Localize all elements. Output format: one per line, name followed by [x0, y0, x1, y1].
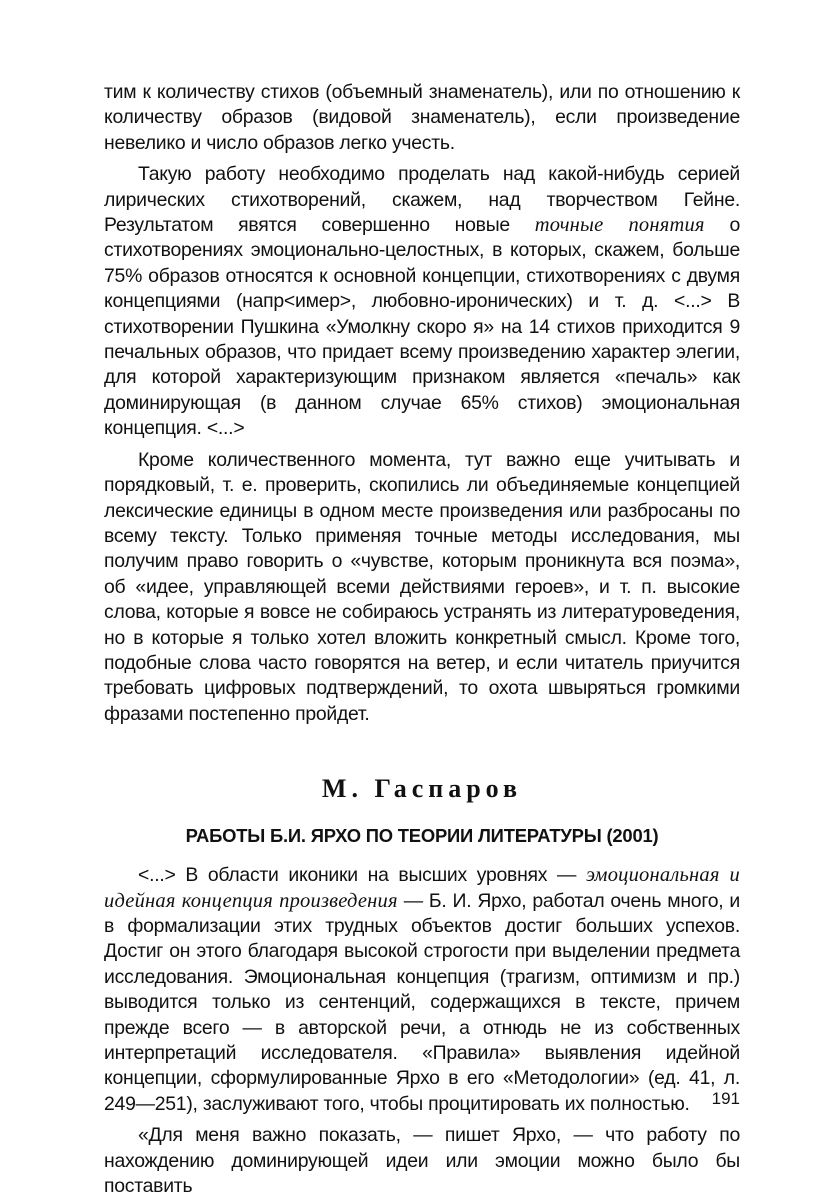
article-heading: РАБОТЫ Б.И. ЯРХО ПО ТЕОРИИ ЛИТЕРАТУРЫ (2001) [185, 825, 659, 847]
italic-term: точные понятия [534, 214, 705, 237]
paragraph-text: Такую работу необходимо проделать над какой-нибудь серией лирических стихотворений, скажем, над творчеством Гейне. Результатом явятся совершенно новые [104, 163, 740, 237]
italic-term: эмоциональная и идейная концепция произведения [104, 864, 740, 912]
page-number: 191 [711, 1089, 740, 1108]
paragraph-quote: «Для меня важно показать, — пишет Ярхо, — что работу по нахождению доминирующей идеи или эмоции можно было бы поставить [104, 1124, 740, 1198]
author-name: М. Гаспаров [321, 774, 523, 804]
paragraph-text: о стихотворениях эмоционально-целостных, в которых, скажем, больше 75% образов относятся к основной концепции, стихотворениях с двумя концепциями (напр<имер>, любовно-иронических) и т. д. <...> В стихотворении Пушкина «Умолкну скоро я» на 14 стихов приходится 9 печальных образов, что придает всему произведению характер элегии, для которой характеризующим признаком является «печаль» как доминирующая (в данном случае 65% стихов) эмоциональная концепция. <...> [104, 214, 740, 440]
book-page [104, 80, 740, 1198]
paragraph-text: — Б. И. Ярхо, работал очень много, и в формализации этих трудных объектов достиг больших успехов. Достиг он этого благодаря высокой строгости при выделении предмета исследования. Эмоциональная концепция (трагизм, оптимизм и пр.) выводится только из сентенций, содержащихся в тексте, причем прежде всего — в авторской речи, а отнюдь не из собственных интерпретаций исследователя. «Правила» выявления идейной концепции, сформулированные Ярхо в его «Методологии» (ед. 41, л. 249—251), заслуживают того, чтобы процитировать их полностью. [104, 889, 740, 1115]
paragraph-order: Кроме количественного момента, тут важно еще учитывать и порядковый, т. е. проверить, скопились ли объединяемые концепцией лексические единицы в одном месте произведения или разбросаны по всему тексту. Только применяя точные методы исследования, мы получим право говорить о «чувстве, которым проникнута вся поэма», об «идее, управляющей всеми действиями героев», и т. п. высокие слова, которые я вовсе не собираюсь устранять из литературоведения, но в которые я только хотел вложить конкретный смысл. Кроме того, подобные слова часто говорятся на ветер, и если читатель приучится требовать цифровых подтверждений, то охота швыряться громкими фразами постепенно пройдет. [104, 448, 740, 725]
paragraph-heine [104, 162, 740, 441]
paragraph-continuation: тим к количеству стихов (объемный знаменатель), или по отношению к количеству образов (видовой знаменатель), если произведение невелико и число образов легко учесть. [104, 81, 740, 154]
paragraph-iconics [104, 863, 740, 1117]
paragraph-text: <...> В области иконики на высших уровнях — [138, 864, 586, 887]
